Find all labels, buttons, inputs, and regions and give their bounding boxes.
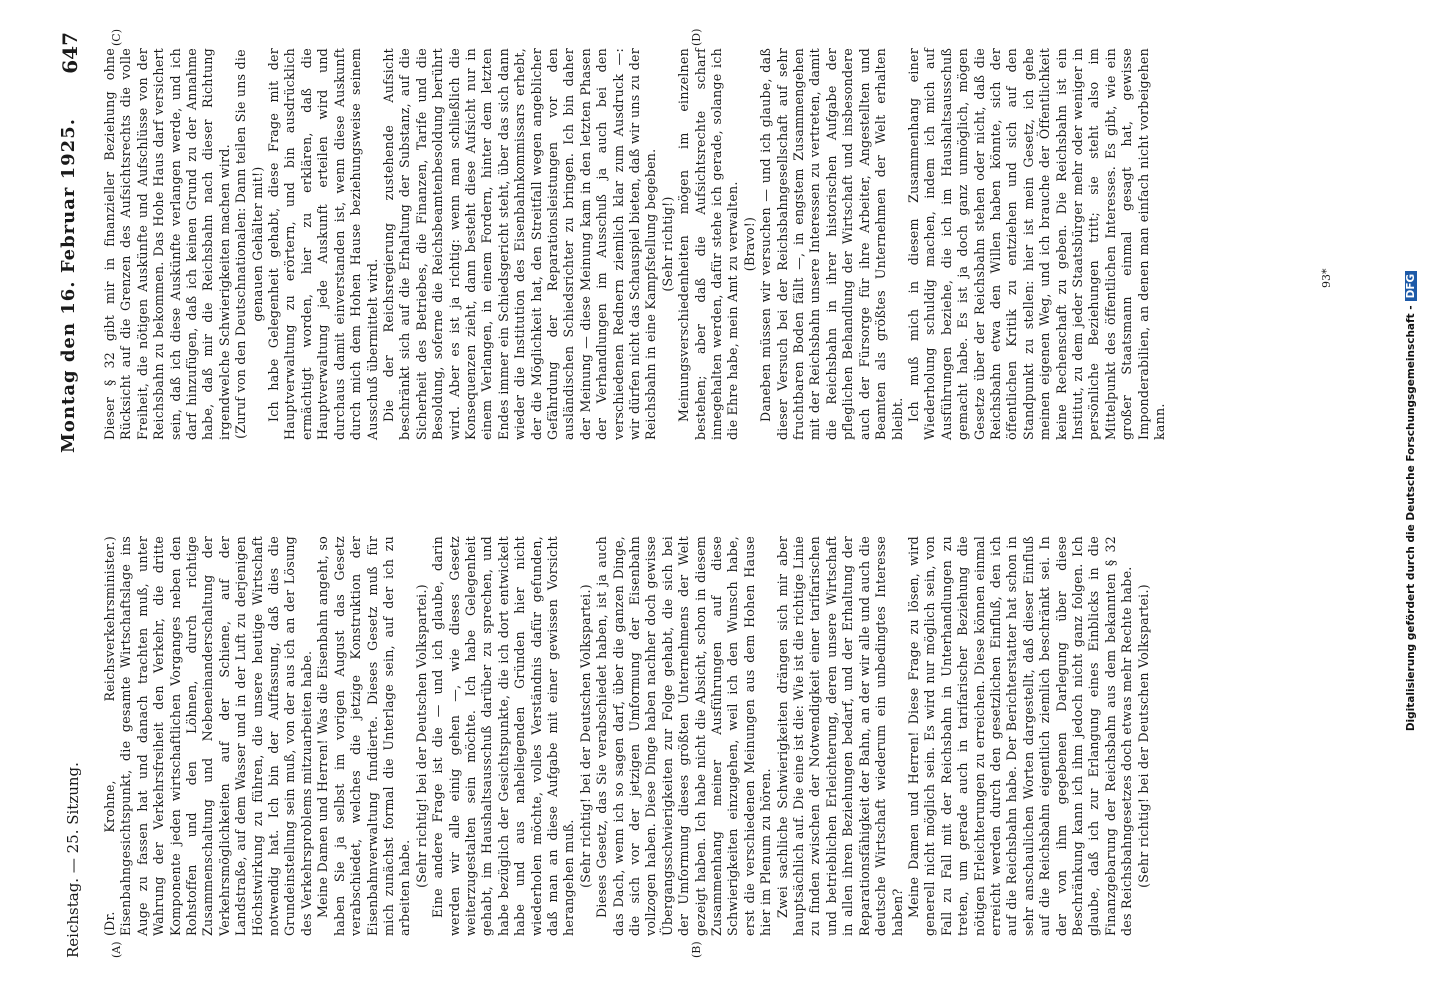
interjection: (Bravo!)	[741, 216, 757, 272]
paragraph: Meine Damen und Herren! Diese Frage zu lösen, wird generell nicht möglich sein. Es wird nur möglich sein, von Fall zu Fall mit der Reichsbahn in Unterhandlungen zu treten, um gerade auch in tarifarischer Beziehung die nötigen Erleichterungen zu erreichen. Diese können einmal erreicht werden durch den gesetzlichen Einfluß, den ich auf die Reichsbahn habe. Der Berichterstatter hat schon in sehr anschaulichen Worten dargestellt, daß dieser Einfluß auf die Reichsbahn eigentlich ziemlich beschränkt sei. In der von ihm gegebenen Darlegung über diese Beschränkung kann ich ihm jedoch nicht ganz folgen. Ich glaube, daß ich zur Erlangung eines Einblicks in die Finanzgebarung der Reichsbahn aus dem bekannten § 32 des Reichsbahngesetzes doch etwas mehr Rechte habe.	[905, 536, 1135, 936]
paragraph: Daneben müssen wir versuchen — und ich glaube, daß dieser Versuch bei der Reichsbahngesellschaft auf sehr fruchtbaren Boden fällt —, in engstem Zusammengehen mit der Reichsbahn unsere Interessen zu vertreten, damit die Reichsbahn in ihrer historischen Aufgabe der pfleglichen Behandlung der Wirtschaft und insbesondere auch der Fürsorge für ihre Arbeiter, Angestellten und Beamten als größtes Unternehmen der Welt erhalten bleibt.	[758, 48, 905, 440]
margin-mark-c: (C)	[110, 29, 123, 46]
paragraph: (Dr. Krohne, Reichsverkehrsminister.) Eisenbahngesichtspunkt, die gesamte Wirtschaftslage ins Auge zu fassen hat und danach trachten muß, unter Wahrung der Verkehrsfreiheit den Verkehr, die dritte Komponente jeden wirtschaftlichen Vorganges neben den Rohstoffen und den Löhnen, durch richtige Zusammenschaltung und Nebeneinanderschaltung der Verkehrsmöglichkeiten auf der Schiene, auf der Landstraße, auf dem Wasser und in der Luft zu derjenigen Höchstwirkung zu führen, die unsere heutige Wirtschaft notwendig hat. Ich bin der Auffassung, daß dies die Grundeinstellung sein muß, von der aus ich an der Lösung des Verkehrsproblems mitzuarbeiten habe.	[102, 536, 314, 936]
running-header-date: Montag den 16. Februar 1925.	[58, 117, 79, 453]
paragraph: Dieser § 32 gibt mir in finanzieller Beziehung ohne Rücksicht auf die Grenzen des Aufsichtsrechts die volle Freiheit, die nötigen Auskünfte und Aufschlüsse von der Reichsbahn zu bekommen. Das Hohe Haus darf versichert sein, daß ich diese Auskünfte verlangen werde, und ich darf hinzufügen, daß ich keinen Grund zu der Annahme habe, daß mir die Reichsbahn nach dieser Richtung irgendwelche Schwierigkeiten machen wird.	[102, 48, 232, 440]
paragraph: Dieses Gesetz, das Sie verabschiedet haben, ist ja auch das Dach, wenn ich so sagen darf, über die ganzen Dinge, die sich vor der jetzigen Umformung der Eisenbahn vollzogen haben. Diese Dinge haben nachher doch gewisse Übergangsschwierigkeiten zur Folge gehabt, die sich bei der Umformung dieses größten Unternehmens der Welt gezeigt haben. Ich habe nicht die Absicht, schon in diesem Zusammenhang meiner Ausführungen auf diese Schwierigkeiten einzugehen, weil ich den Wunsch habe, erst die verschiedenen Meinungen aus dem Hohen Hause hier im Plenum zu hören.	[594, 536, 774, 936]
interjection: (Sehr richtig! bei der Deutschen Volkspartei.)	[577, 584, 593, 888]
paragraph: Meinungsverschiedenheiten mögen im einzelnen bestehen; aber daß die Aufsichtsrechte scharf innegehalten werden, dafür stehe ich gerade, solange ich die Ehre habe, mein Amt zu verwalten.	[676, 48, 741, 440]
paragraph: Ich habe Gelegenheit gehabt, diese Frage mit der Hauptverwaltung zu erörtern, und bin ausdrücklich ermächtigt worden, hier zu erklären, daß die Hauptverwaltung jede Auskunft erteilen wird und durchaus damit einverstanden ist, wenn diese Auskunft durch mich dem Hohen Hause beziehungsweise seinem Ausschuß übermittelt wird.	[266, 48, 380, 440]
paragraph: Zwei sachliche Schwierigkeiten drängen sich mir aber hauptsächlich auf. Die eine ist die: Wie ist die richtige Linie zu finden zwischen der Notwendigkeit einer tarifarischen und betrieblichen Erleichterung, deren unsere Wirtschaft in allen ihren Beziehungen bedarf, und der Erhaltung der Reparationsfähigkeit der Bahn, an der wir alle und auch die deutsche Wirtschaft wiederum ein unbedingtes Interesse haben?	[774, 536, 905, 936]
paragraph: Die der Reichsregierung zustehende Aufsicht beschränkt sich auf die Erhaltung der Substanz, auf die Sicherheit des Betriebes, die Finanzen, Tarife und die Besoldung, soferne die Reichsbeamtenbesoldung berührt wird. Aber es ist ja richtig: wenn man schließlich die Konsequenzen zieht, dann besteht diese Aufsicht nur in einem Verlangen, in einem Fordern, hinter dem letzten Endes immer ein Schiedsgericht steht, über das sich dann wieder die Institution des Eisenbahnkommissars erhebt, der die Möglichkeit hat, den Streitfall wegen angeblicher Gefährdung der Reparationsleistungen vor den ausländischen Schiedsrichter zu bringen. Ich bin daher der Meinung — diese Meinung kam in den letzten Phasen der Verhandlungen im Ausschuß ja auch bei den verschiedenen Rednern ziemlich klar zum Ausdruck —: wir dürfen nicht das Schauspiel bieten, daß wir uns zu der Reichsbahn in eine Kampfstellung begeben.	[380, 48, 659, 440]
running-header-left: Reichstag. — 25. Sitzung.	[64, 762, 82, 958]
paragraph: Eine andere Frage ist die — und ich glaube, darin werden wir alle einig gehen —, wie dieses Gesetz weiterzugestalten sein möchte. Ich habe Gelegenheit gehabt, im Haushaltsausschuß darüber zu sprechen, und habe bezüglich der Gesichtspunkte, die ich dort entwickelt habe und aus naheliegenden Gründen hier nicht wiederholen möchte, volles Verständnis dafür gefunden, daß man an diese Aufgabe mit einer gewissen Vorsicht herangehen muß.	[430, 536, 577, 936]
interjection: (Sehr richtig! bei der Deutschen Volkspartei.)	[1135, 584, 1151, 888]
margin-mark-a: (A)	[110, 941, 123, 958]
colophon-text: Digitalisierung gefördert durch die Deutsche Forschungsgemeinschaft -	[1405, 305, 1417, 732]
page-number: 647	[58, 32, 82, 74]
right-column	[102, 48, 1322, 440]
paragraph: Meine Damen und Herren! Was die Eisenbahn angeht, so haben Sie ja selbst im vorigen August das Gesetz verabschiedet, welches die jetzige Konstruktion der Eisenbahnverwaltung fundierte. Dieses Gesetz muß für mich zunächst formal die Unterlage sein, auf der ich zu arbeiten habe.	[315, 536, 413, 936]
running-header	[58, 28, 98, 958]
paragraph: Ich muß mich in diesem Zusammenhang einer Wiederholung schuldig machen, indem ich mich auf Ausführungen beziehe, die ich im Haushaltsausschuß gemacht habe. Es ist ja doch ganz unmöglich, mögen Gesetze über der Reichsbahn stehen oder nicht, daß die Reichsbahn etwa den Willen haben könnte, sich der öffentlichen Kritik zu entziehen und sich auf den Standpunkt zu stellen: hier ist mein Gesetz, ich gehe meinen eigenen Weg, und ich brauche der Öffentlichkeit keine Rechenschaft zu geben. Die Reichsbahn ist ein Institut, zu dem jeder Staatsbürger mehr oder weniger in persönliche Beziehungen tritt; sie steht also im Mittelpunkt des öffentlichen Interesses. Es gibt, wie ein großer Staatsmann einmal gesagt hat, gewisse Imponderabilien, an denen man einfach nicht vorbeigehen kann.	[905, 48, 1167, 440]
interjection: (Sehr richtig! bei der Deutschen Volkspartei.)	[413, 584, 429, 888]
margin-mark-d: (D)	[690, 28, 703, 46]
interjection: (Zuruf von den Deutschnationalen: Dann teilen Sie uns die genauen Gehälter mit!)	[233, 49, 265, 439]
dfg-badge: DFG	[1405, 271, 1417, 302]
interjection: (Sehr richtig!)	[659, 196, 675, 292]
left-column	[102, 536, 1322, 936]
margin-mark-b: (B)	[690, 941, 703, 958]
footnote-mark: 93*	[1320, 268, 1333, 288]
colophon	[1405, 6, 1425, 996]
rotated-page	[50, 28, 1340, 958]
